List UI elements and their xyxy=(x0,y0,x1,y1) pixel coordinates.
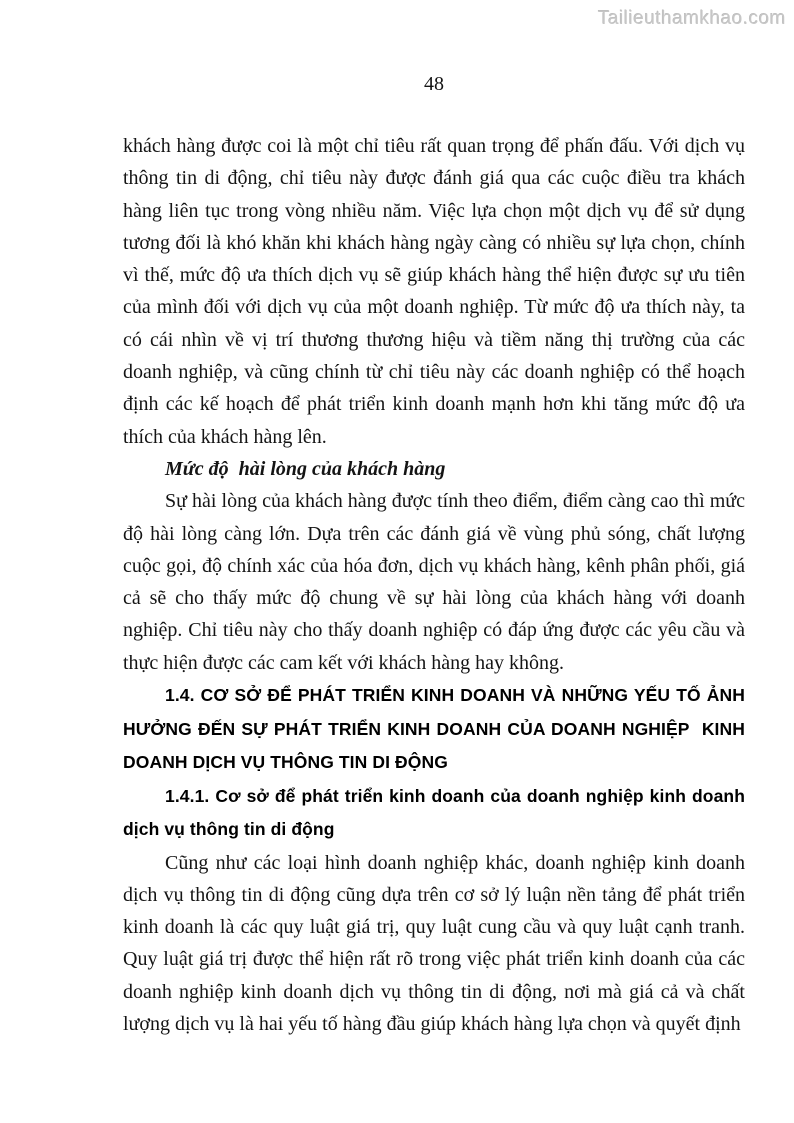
subheading-customer-satisfaction: Mức độ hài lòng của khách hàng xyxy=(165,457,446,480)
page-content xyxy=(123,130,745,1040)
page-number: 48 xyxy=(424,73,444,95)
section-heading-1-4-1: 1.4.1. Cơ sở để phát triển kinh doanh của doanh nghiệp kinh doanh dịch vụ thông tin di động xyxy=(123,785,745,840)
section-heading-1-4: 1.4. CƠ SỞ ĐỂ PHÁT TRIỂN KINH DOANH VÀ NHỮNG YẾU TỐ ẢNH HƯỞNG ĐẾN SỰ PHÁT TRIỂN KINH DOANH CỦA DOANH NGHIỆP KINH DOANH DỊCH VỤ THÔNG TIN DI ĐỘNG xyxy=(123,685,745,773)
watermark-text: Tailieuthamkhao.com xyxy=(598,8,786,29)
paragraph-business-development-basis: Cũng như các loại hình doanh nghiệp khác, doanh nghiệp kinh doanh dịch vụ thông tin di động cũng dựa trên cơ sở lý luận nền tảng để phát triển kinh doanh là các quy luật giá trị, quy luật cung cầu và quy luật cạnh tranh. Quy luật giá trị được thể hiện rất rõ trong việc phát triển kinh doanh của các doanh nghiệp kinh doanh dịch vụ thông tin di động, nơi mà giá cả và chất lượng dịch vụ là hai yếu tố hàng đầu giúp khách hàng lựa chọn và quyết định xyxy=(123,851,745,1036)
paragraph-satisfaction-score: Sự hài lòng của khách hàng được tính theo điểm, điểm càng cao thì mức độ hài lòng càng lớn. Dựa trên các đánh giá về vùng phủ sóng, chất lượng cuộc gọi, độ chính xác của hóa đơn, dịch vụ khách hàng, kênh phân phối, giá cả sẽ cho thấy mức độ chung về sự hài lòng của khách hàng với doanh nghiệp. Chỉ tiêu này cho thấy doanh nghiệp có đáp ứng được các yêu cầu và thực hiện được các cam kết với khách hàng hay không. xyxy=(123,490,745,674)
paragraph-customer-preference: khách hàng được coi là một chỉ tiêu rất quan trọng để phấn đấu. Với dịch vụ thông tin di động, chỉ tiêu này được đánh giá qua các cuộc điều tra khách hàng liên tục trong vòng nhiều năm. Việc lựa chọn một dịch vụ để sử dụng tương đối là khó khăn khi khách hàng ngày càng có nhiều sự lựa chọn, chính vì thế, mức độ ưa thích dịch vụ sẽ giúp khách hàng thể hiện được sự ưu tiên của mình đối với dịch vụ của một doanh nghiệp. Từ mức độ ưa thích này, ta có cái nhìn về vị trí thương thương hiệu và tiềm năng thị trường của các doanh nghiệp, và cũng chính từ chỉ tiêu này các doanh nghiệp có thể hoạch định các kế hoạch để phát triển kinh doanh mạnh hơn khi tăng mức độ ưa thích của khách hàng lên. xyxy=(123,135,745,448)
